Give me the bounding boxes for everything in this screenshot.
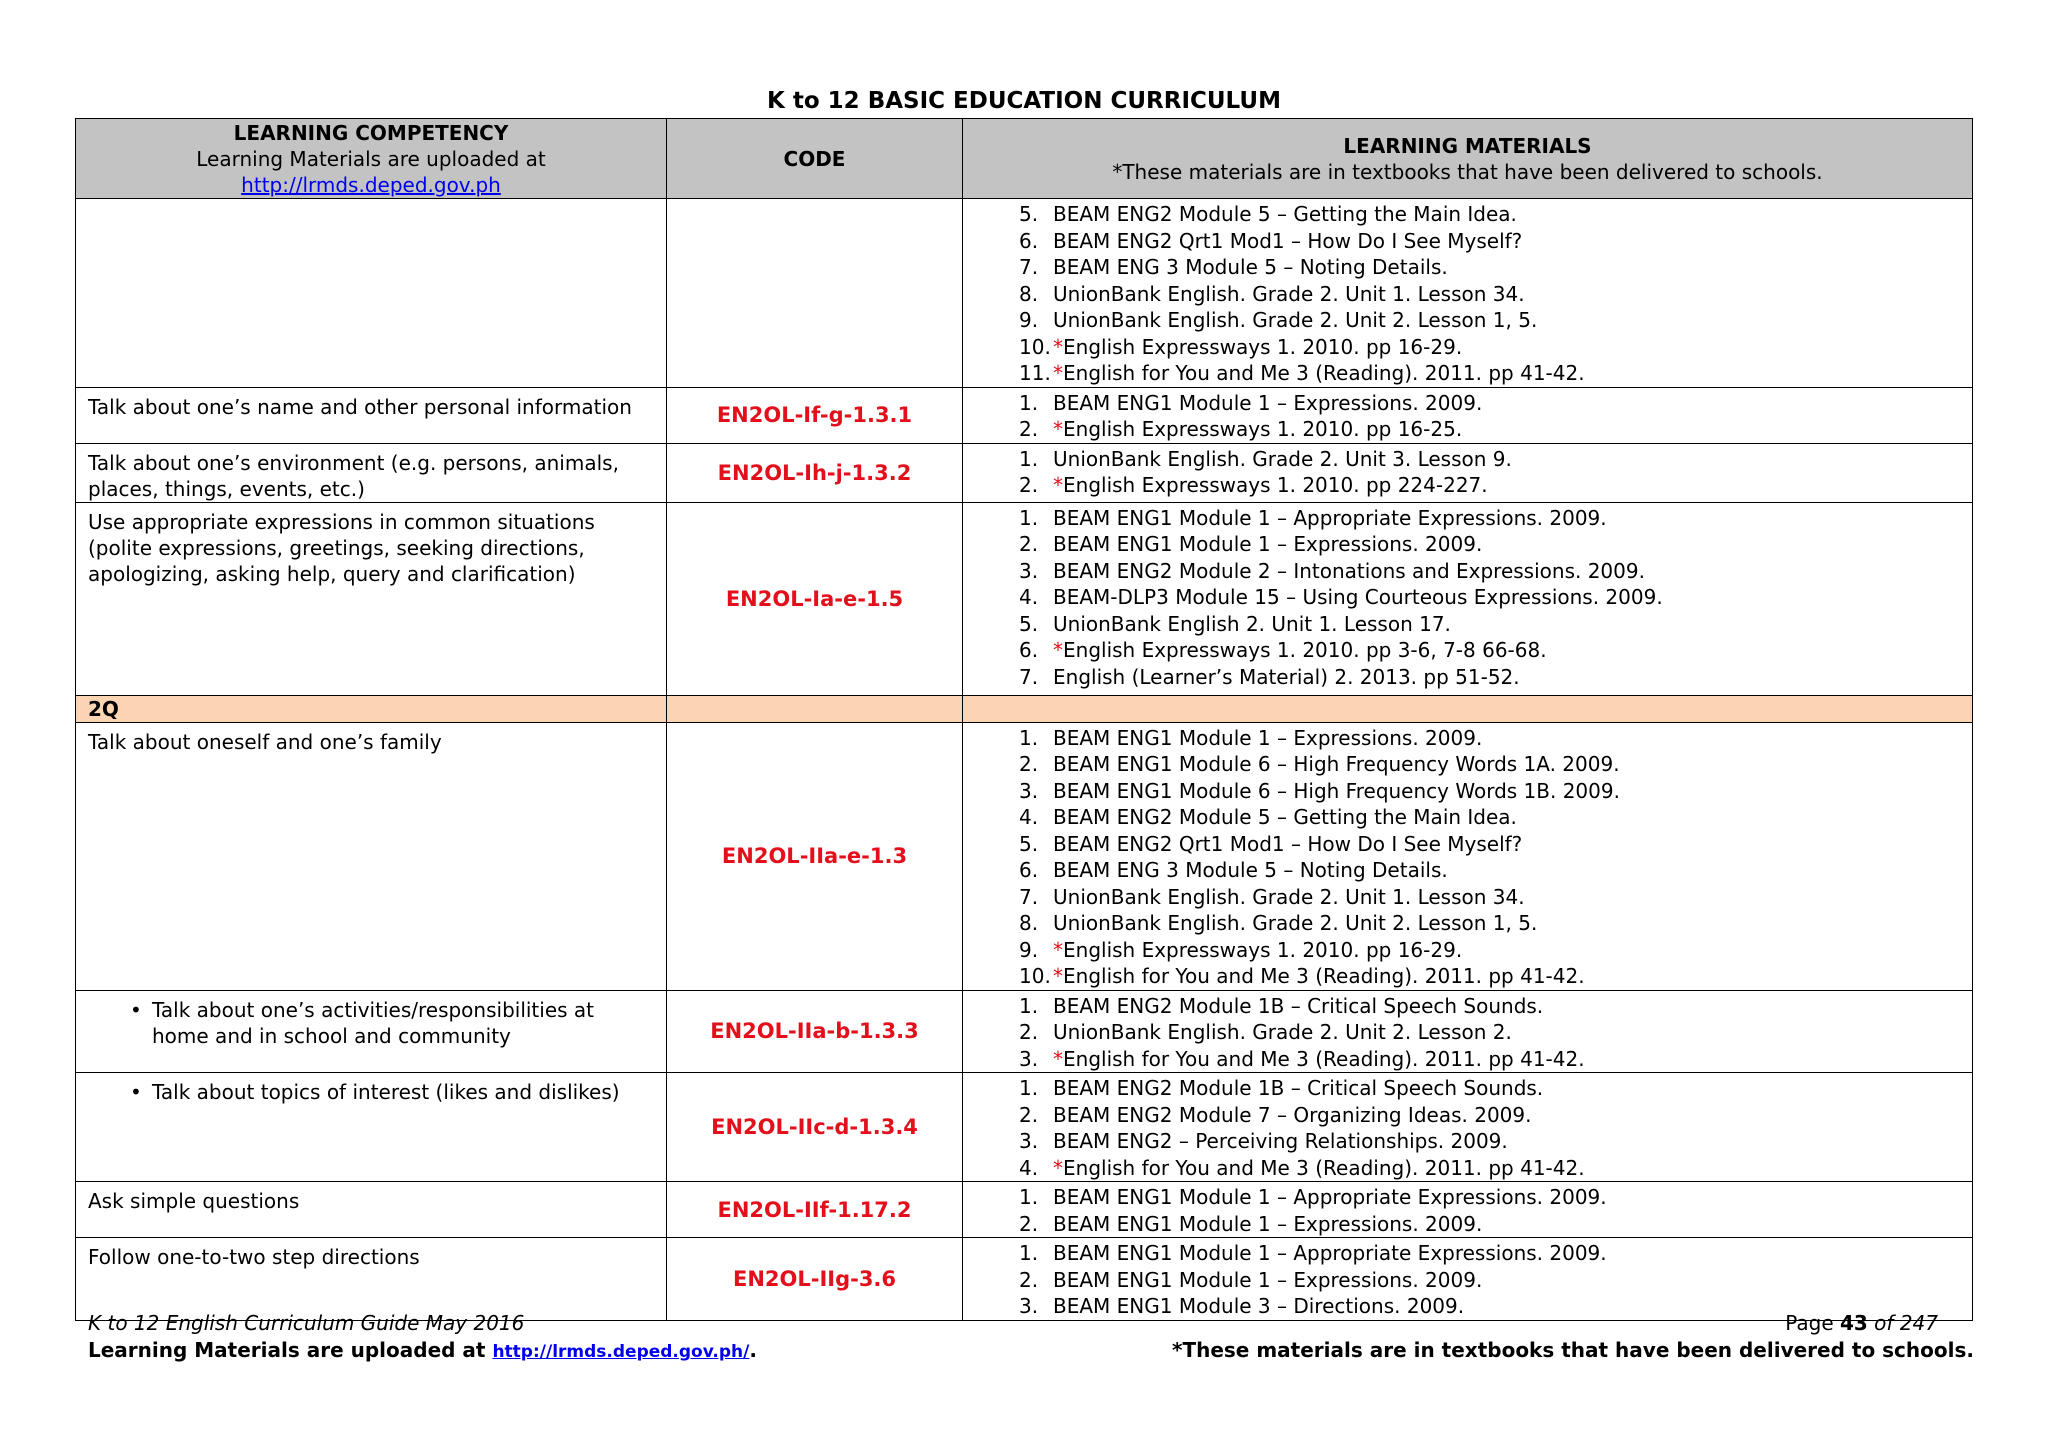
material-number: 6.	[1019, 858, 1039, 882]
material-item	[963, 884, 1972, 911]
materials-list	[963, 993, 1972, 1073]
material-item	[963, 360, 1972, 387]
material-item	[963, 1075, 1972, 1102]
table-row	[76, 1182, 1973, 1238]
table-row	[76, 199, 1973, 388]
material-text: BEAM ENG1 Module 1 – Appropriate Expressions. 2009.	[1053, 505, 1607, 530]
materials-list	[963, 1240, 1972, 1320]
competency-text: Talk about one’s environment (e.g. persons, animals, places, things, events, etc.)	[88, 450, 619, 501]
material-text: BEAM ENG2 – Perceiving Relationships. 2009.	[1053, 1129, 1508, 1153]
material-number: 9.	[1019, 937, 1039, 962]
material-number: 3.	[1019, 1129, 1039, 1153]
curriculum-table	[75, 118, 1973, 1321]
materials-cell	[963, 1073, 1973, 1182]
materials-header-sub: *These materials are in textbooks that have been delivered to schools.	[1112, 159, 1823, 184]
material-number: 2.	[1019, 1267, 1039, 1292]
materials-cell	[963, 387, 1973, 443]
materials-cell	[963, 990, 1973, 1073]
material-item	[963, 390, 1972, 417]
table-row	[76, 722, 1973, 990]
material-text: BEAM ENG2 Module 1B – Critical Speech Sounds.	[1053, 993, 1544, 1018]
code-cell: EN2OL-IIc-d-1.3.4	[667, 1073, 963, 1182]
competency-text: Follow one-to-two step directions	[88, 1245, 420, 1269]
material-text: BEAM ENG2 Module 1B – Critical Speech Sounds.	[1053, 1076, 1544, 1100]
competency-bullet-item	[88, 997, 654, 1049]
material-text: BEAM ENG1 Module 6 – High Frequency Words 1A. 2009.	[1053, 752, 1620, 776]
competency-header	[76, 119, 667, 199]
footer-uploaded-suffix: .	[749, 1338, 757, 1362]
material-number: 5.	[1019, 611, 1039, 636]
material-number: 8.	[1019, 281, 1039, 306]
footer-lrmds-link[interactable]: http://lrmds.deped.gov.ph/	[492, 1342, 750, 1362]
material-number: 1.	[1019, 993, 1039, 1018]
material-text: English Expressways 1. 2010. pp 16-29.	[1063, 937, 1463, 962]
code-cell: EN2OL-IIg-3.6	[667, 1238, 963, 1321]
materials-list	[963, 390, 1972, 443]
material-text: English (Learner’s Material) 2. 2013. pp 51-52.	[1053, 664, 1520, 689]
competency-text: Talk about one’s name and other personal information	[88, 394, 632, 419]
material-text: BEAM ENG2 Module 5 – Getting the Main Idea.	[1053, 805, 1517, 829]
material-item	[963, 1155, 1972, 1182]
material-item	[963, 1240, 1972, 1267]
material-item	[963, 611, 1972, 638]
material-number: 7.	[1019, 255, 1039, 279]
material-text: UnionBank English. Grade 2. Unit 2. Lesson 2.	[1053, 1020, 1512, 1044]
material-text: BEAM ENG2 Qrt1 Mod1 – How Do I See Myself?	[1053, 228, 1523, 253]
material-item	[963, 804, 1972, 831]
code-header	[667, 119, 963, 199]
materials-header	[963, 119, 1973, 199]
material-number: 2.	[1019, 473, 1039, 497]
material-item	[963, 201, 1972, 228]
material-text: BEAM ENG2 Module 2 – Intonations and Expressions. 2009.	[1053, 558, 1645, 583]
asterisk-icon: *	[1053, 937, 1063, 962]
material-number: 1.	[1019, 390, 1039, 415]
materials-list	[963, 1075, 1972, 1181]
competency-cell	[76, 443, 667, 502]
material-item	[963, 334, 1972, 361]
material-text: UnionBank English 2. Unit 1. Lesson 17.	[1053, 611, 1451, 636]
competency-cell	[76, 722, 667, 990]
asterisk-icon: *	[1053, 1046, 1063, 1071]
footer-uploaded-prefix: Learning Materials are uploaded at	[88, 1338, 493, 1362]
material-number: 7.	[1019, 884, 1039, 909]
material-text: BEAM ENG1 Module 1 – Appropriate Expressions. 2009.	[1053, 1185, 1607, 1209]
material-item	[963, 558, 1972, 585]
quarter-label: 2Q	[76, 695, 667, 722]
material-number: 1.	[1019, 1185, 1039, 1209]
material-item	[963, 1128, 1972, 1155]
material-item	[963, 778, 1972, 805]
material-text: BEAM ENG 3 Module 5 – Noting Details.	[1053, 858, 1448, 882]
material-number: 10.	[1019, 964, 1051, 988]
material-text: English for You and Me 3 (Reading). 2011. pp 41-42.	[1063, 361, 1585, 385]
material-text: BEAM ENG1 Module 1 – Expressions. 2009.	[1053, 390, 1483, 415]
material-text: BEAM ENG1 Module 3 – Directions. 2009.	[1053, 1294, 1465, 1318]
material-item	[963, 637, 1972, 664]
material-number: 2.	[1019, 1020, 1039, 1044]
material-item	[963, 584, 1972, 611]
materials-cell	[963, 1182, 1973, 1238]
competency-cell	[76, 502, 667, 695]
page-number	[1172, 1310, 1974, 1337]
material-number: 1.	[1019, 446, 1039, 471]
asterisk-icon: *	[1053, 361, 1063, 385]
material-item	[963, 254, 1972, 281]
code-cell: EN2OL-IIa-b-1.3.3	[667, 990, 963, 1073]
material-item	[963, 937, 1972, 964]
material-number: 9.	[1019, 308, 1039, 332]
material-text: BEAM ENG1 Module 1 – Expressions. 2009.	[1053, 1211, 1483, 1236]
materials-list	[963, 446, 1972, 499]
bullet-icon: •	[130, 1080, 142, 1104]
material-text: English for You and Me 3 (Reading). 2011. pp 41-42.	[1063, 1046, 1585, 1071]
material-number: 2.	[1019, 1102, 1039, 1127]
material-text: BEAM ENG1 Module 1 – Expressions. 2009.	[1053, 1267, 1483, 1292]
page-current: 43	[1839, 1311, 1868, 1335]
asterisk-icon: *	[1053, 638, 1063, 662]
competency-text: Talk about topics of interest (likes and dislikes)	[152, 1080, 620, 1104]
material-item	[963, 472, 1972, 499]
material-item	[963, 505, 1972, 532]
material-number: 3.	[1019, 1046, 1039, 1071]
material-text: BEAM-DLP3 Module 15 – Using Courteous Expressions. 2009.	[1053, 585, 1663, 609]
materials-cell	[963, 1238, 1973, 1321]
material-item	[963, 664, 1972, 691]
competency-text: Talk about oneself and one’s family	[88, 729, 442, 754]
material-number: 6.	[1019, 228, 1039, 253]
footer-guide: K to 12 English Curriculum Guide May 2016	[88, 1311, 525, 1335]
materials-cell	[963, 502, 1973, 695]
footer-right	[1172, 1310, 1974, 1364]
table-row	[76, 1073, 1973, 1182]
material-item	[963, 531, 1972, 558]
competency-header-title: LEARNING COMPETENCY	[233, 120, 509, 145]
material-text: English for You and Me 3 (Reading). 2011. pp 41-42.	[1063, 1155, 1585, 1180]
material-number: 8.	[1019, 911, 1039, 935]
asterisk-icon: *	[1053, 964, 1063, 988]
material-item	[963, 1046, 1972, 1073]
material-text: UnionBank English. Grade 2. Unit 1. Lesson 34.	[1053, 884, 1525, 909]
table-row	[76, 387, 1973, 443]
material-number: 7.	[1019, 664, 1039, 689]
table-row	[76, 502, 1973, 695]
materials-header-title: LEARNING MATERIALS	[1343, 133, 1592, 158]
material-text: English Expressways 1. 2010. pp 224-227.	[1063, 473, 1488, 497]
asterisk-icon: *	[1053, 417, 1063, 441]
material-item	[963, 307, 1972, 334]
material-number: 2.	[1019, 417, 1039, 441]
material-item	[963, 1019, 1972, 1046]
material-item	[963, 1184, 1972, 1211]
footer-note: *These materials are in textbooks that have been delivered to schools.	[1172, 1338, 1974, 1362]
material-number: 5.	[1019, 202, 1039, 226]
material-item	[963, 1211, 1972, 1238]
code-header-title: CODE	[783, 146, 846, 171]
asterisk-icon: *	[1053, 1155, 1063, 1180]
material-item	[963, 416, 1972, 443]
footer-uploaded	[88, 1337, 757, 1366]
material-number: 3.	[1019, 558, 1039, 583]
material-text: BEAM ENG1 Module 1 – Expressions. 2009.	[1053, 532, 1483, 556]
material-item	[963, 281, 1972, 308]
material-number: 11.	[1019, 361, 1051, 385]
material-item	[963, 1267, 1972, 1294]
document-title: K to 12 BASIC EDUCATION CURRICULUM	[767, 88, 1281, 114]
material-item	[963, 725, 1972, 752]
asterisk-icon: *	[1053, 334, 1063, 359]
code-cell: EN2OL-IIa-e-1.3	[667, 722, 963, 990]
footer-left	[88, 1310, 757, 1366]
material-item	[963, 831, 1972, 858]
materials-list	[963, 725, 1972, 990]
competency-bullet-item	[88, 1079, 654, 1105]
material-text: BEAM ENG2 Module 5 – Getting the Main Idea.	[1053, 202, 1517, 226]
material-number: 3.	[1019, 778, 1039, 803]
material-item	[963, 446, 1972, 473]
code-cell	[667, 199, 963, 388]
material-item	[963, 993, 1972, 1020]
quarter-empty-cell	[963, 695, 1973, 722]
competency-header-sub: Learning Materials are uploaded at	[196, 146, 546, 171]
table-body	[76, 199, 1973, 1321]
competency-cell	[76, 1182, 667, 1238]
competency-cell	[76, 199, 667, 388]
code-cell: EN2OL-If-g-1.3.1	[667, 387, 963, 443]
competency-text: Talk about one’s activities/responsibilities at home and in school and community	[152, 997, 595, 1048]
materials-list	[963, 201, 1972, 387]
materials-list	[963, 505, 1972, 691]
bullet-icon: •	[130, 997, 142, 1022]
quarter-empty-cell	[667, 695, 963, 722]
material-item	[963, 751, 1972, 778]
page-total: of 247	[1867, 1311, 1938, 1335]
quarter-row	[76, 695, 1973, 722]
table-header-row	[76, 119, 1973, 199]
material-text: UnionBank English. Grade 2. Unit 2. Lesson 1, 5.	[1053, 911, 1538, 935]
material-item	[963, 910, 1972, 937]
material-text: BEAM ENG1 Module 1 – Appropriate Expressions. 2009.	[1053, 1241, 1607, 1265]
material-number: 10.	[1019, 334, 1051, 359]
material-item	[963, 857, 1972, 884]
material-text: English Expressways 1. 2010. pp 16-25.	[1063, 417, 1463, 441]
competency-cell	[76, 1238, 667, 1321]
table-row	[76, 1238, 1973, 1321]
material-number: 5.	[1019, 831, 1039, 856]
material-number: 2.	[1019, 1211, 1039, 1236]
asterisk-icon: *	[1053, 473, 1063, 497]
code-cell: EN2OL-Ia-e-1.5	[667, 502, 963, 695]
material-text: BEAM ENG2 Module 7 – Organizing Ideas. 2009.	[1053, 1102, 1532, 1127]
competency-cell	[76, 990, 667, 1073]
material-text: BEAM ENG 3 Module 5 – Noting Details.	[1053, 255, 1448, 279]
lrmds-link[interactable]: http://lrmds.deped.gov.ph	[241, 172, 501, 197]
code-cell: EN2OL-IIf-1.17.2	[667, 1182, 963, 1238]
competency-cell	[76, 387, 667, 443]
table-row	[76, 443, 1973, 502]
material-number: 2.	[1019, 532, 1039, 556]
competency-cell	[76, 1073, 667, 1182]
material-text: BEAM ENG1 Module 6 – High Frequency Words 1B. 2009.	[1053, 778, 1620, 803]
material-text: UnionBank English. Grade 2. Unit 1. Lesson 34.	[1053, 281, 1525, 306]
material-number: 4.	[1019, 805, 1039, 829]
material-number: 4.	[1019, 585, 1039, 609]
material-text: English Expressways 1. 2010. pp 3-6, 7-8 66-68.	[1063, 638, 1547, 662]
material-number: 4.	[1019, 1155, 1039, 1180]
material-number: 1.	[1019, 1076, 1039, 1100]
material-number: 6.	[1019, 638, 1039, 662]
material-text: UnionBank English. Grade 2. Unit 3. Lesson 9.	[1053, 446, 1512, 471]
material-number: 1.	[1019, 1241, 1039, 1265]
table-row	[76, 990, 1973, 1073]
material-item	[963, 963, 1972, 990]
materials-cell	[963, 199, 1973, 388]
competency-text: Ask simple questions	[88, 1189, 300, 1213]
code-cell: EN2OL-Ih-j-1.3.2	[667, 443, 963, 502]
material-text: English Expressways 1. 2010. pp 16-29.	[1063, 334, 1463, 359]
competency-text: Use appropriate expressions in common situations (polite expressions, greetings, seeking directions, apologizing, asking help, query and clarification)	[88, 509, 595, 586]
materials-cell	[963, 722, 1973, 990]
materials-list	[963, 1184, 1972, 1237]
material-item	[963, 228, 1972, 255]
material-text: BEAM ENG2 Qrt1 Mod1 – How Do I See Myself?	[1053, 831, 1523, 856]
materials-cell	[963, 443, 1973, 502]
material-number: 3.	[1019, 1294, 1039, 1318]
material-number: 1.	[1019, 725, 1039, 750]
material-text: BEAM ENG1 Module 1 – Expressions. 2009.	[1053, 725, 1483, 750]
page-word: Page	[1785, 1311, 1840, 1335]
material-item	[963, 1102, 1972, 1129]
material-number: 1.	[1019, 505, 1039, 530]
material-text: UnionBank English. Grade 2. Unit 2. Lesson 1, 5.	[1053, 308, 1538, 332]
material-text: English for You and Me 3 (Reading). 2011. pp 41-42.	[1063, 964, 1585, 988]
material-number: 2.	[1019, 752, 1039, 776]
